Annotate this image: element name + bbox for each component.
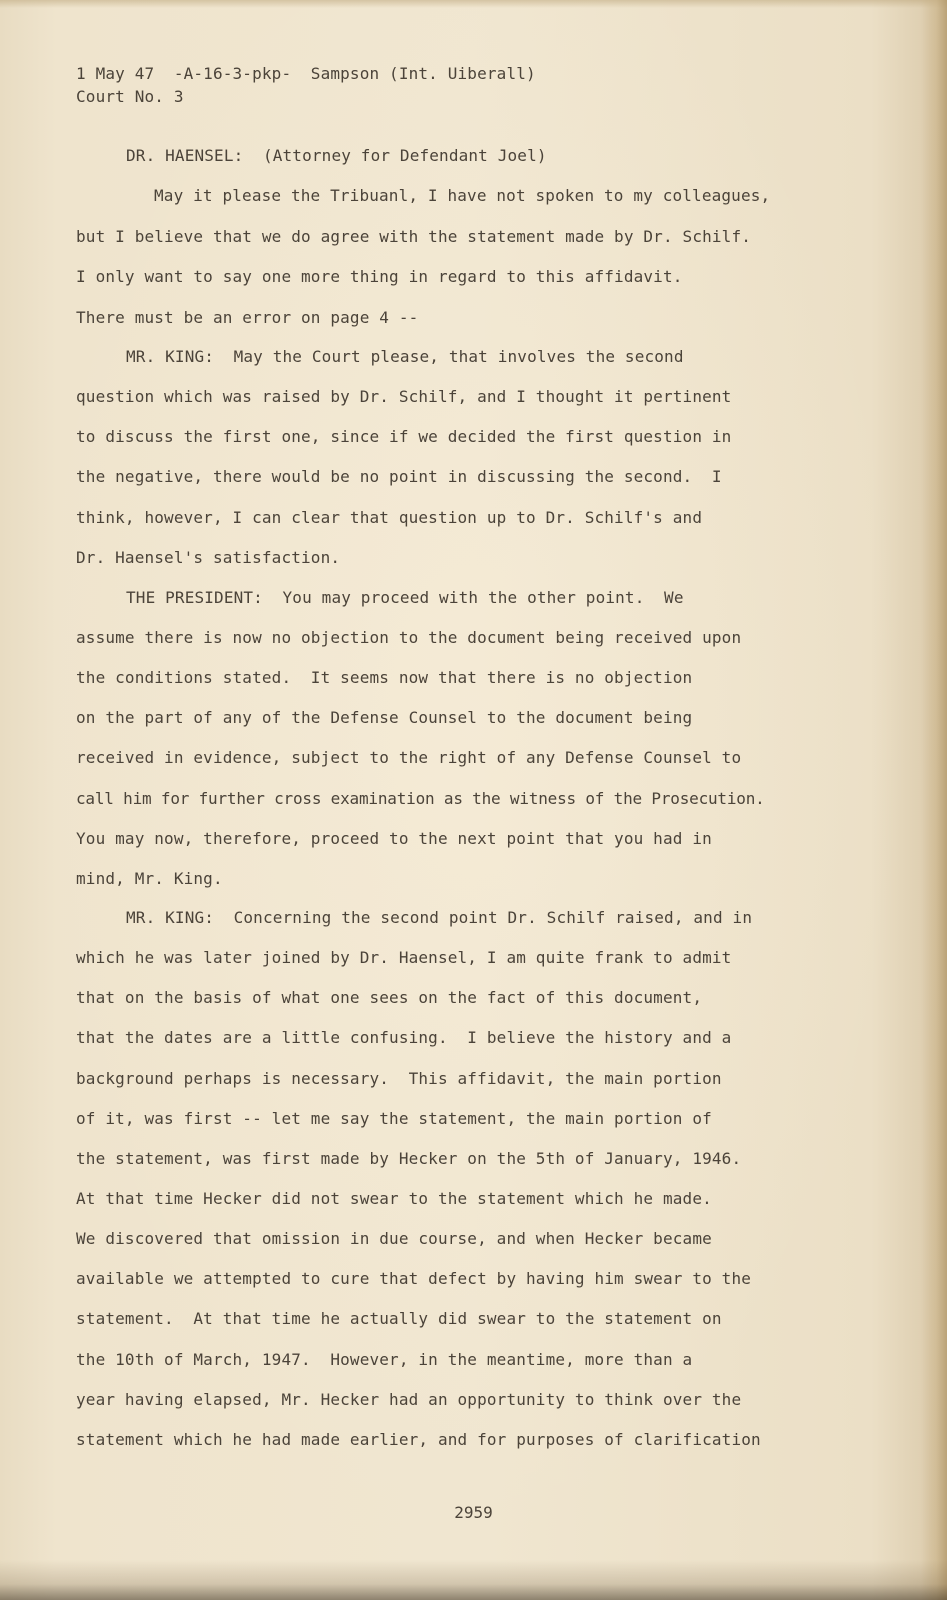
body-line: the conditions stated. It seems now that there is no objection [76,668,693,687]
body-line: but I believe that we do agree with the statement made by Dr. Schilf. [76,227,752,246]
body-line: question which was raised by Dr. Schilf, and I thought it pertinent [76,387,732,406]
body-line: background perhaps is necessary. This affidavit, the main portion [76,1069,722,1088]
body-line: call him for further cross examination as the witness of the Prosecution. [76,789,765,808]
paper-bottom-edge [0,1560,947,1600]
body-line: There must be an error on page 4 -- [76,308,419,327]
paper-right-edge [921,0,947,1600]
body-line: mind, Mr. King. [76,869,223,888]
body-line: I only want to say one more thing in regard to this affidavit. [76,267,683,286]
speaker-line-king: MR. KING: May the Court please, that involves the second [126,347,684,366]
body-line: the statement, was first made by Hecker on the 5th of January, 1946. [76,1149,742,1168]
body-line: of it, was first -- let me say the statement, the main portion of [76,1109,712,1128]
body-line: the 10th of March, 1947. However, in the meantime, more than a [76,1350,693,1369]
speaker-line-haensel: DR. HAENSEL: (Attorney for Defendant Joel) [126,146,547,165]
body-line: that on the basis of what one sees on the fact of this document, [76,988,703,1007]
body-line: statement. At that time he actually did swear to the statement on [76,1309,722,1328]
body-line: to discuss the first one, since if we decided the first question in [76,427,732,446]
body-line: year having elapsed, Mr. Hecker had an opportunity to think over the [76,1390,742,1409]
paper-top-edge [0,0,947,8]
body-line: You may now, therefore, proceed to the next point that you had in [76,829,712,848]
body-line: We discovered that omission in due course, and when Hecker became [76,1229,712,1248]
body-line: May it please the Tribuanl, I have not spoken to my colleagues, [154,186,771,205]
body-line: which he was later joined by Dr. Haensel, I am quite frank to admit [76,948,732,967]
body-line: Dr. Haensel's satisfaction. [76,548,341,567]
body-line: think, however, I can clear that question up to Dr. Schilf's and [76,508,703,527]
body-line: the negative, there would be no point in discussing the second. I [76,467,722,486]
body-line: on the part of any of the Defense Counsel to the document being [76,708,693,727]
header-line-2: Court No. 3 [76,87,184,106]
body-line: that the dates are a little confusing. I believe the history and a [76,1028,732,1047]
body-line: available we attempted to cure that defect by having him swear to the [76,1269,752,1288]
body-line: received in evidence, subject to the right of any Defense Counsel to [76,748,742,767]
page-number: 2959 [454,1503,493,1522]
header-line-1: 1 May 47 -A-16-3-pkp- Sampson (Int. Uiberall) [76,64,536,83]
body-line: assume there is now no objection to the document being received upon [76,628,742,647]
speaker-line-king: MR. KING: Concerning the second point Dr. Schilf raised, and in [126,908,753,927]
body-line: statement which he had made earlier, and for purposes of clarification [76,1430,761,1449]
body-line: At that time Hecker did not swear to the statement which he made. [76,1189,712,1208]
speaker-line-president: THE PRESIDENT: You may proceed with the other point. We [126,588,684,607]
